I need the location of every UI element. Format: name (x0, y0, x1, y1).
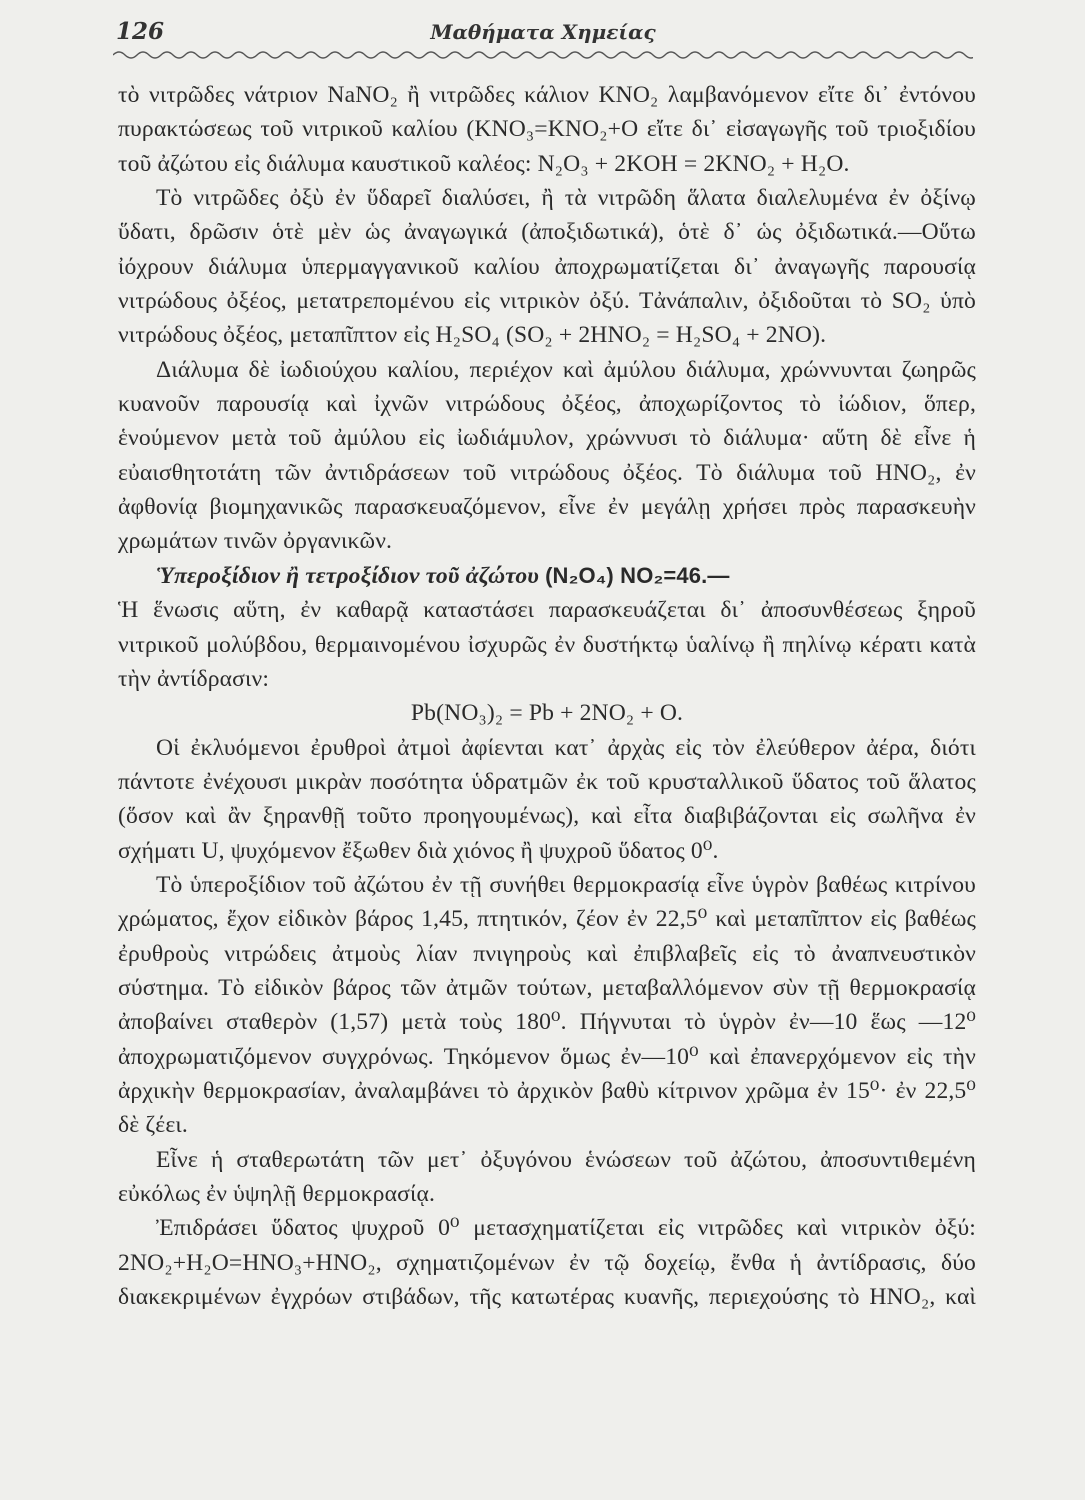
section-heading-formula: (N₂O₄) NO₂=46.— (545, 562, 730, 588)
paragraph-nitrous-acid: Τὸ νιτρῶδες ὀξὺ ἐν ὕδαρεῖ διαλύσει, ἢ τὰ νιτρῶδη ἅλατα διαλελυμένα ἐν ὀξίνῳ ὕδατι, δρῶσιν ὁτὲ μὲν ὡς ἀναγωγικά (ἀποξιδωτικά), ὁτὲ δ᾽ ὡς ὀξιδωτικά.—Οὕτω ἰόχρουν διάλυμα ὑπερμαγγανικοῦ καλίου ἀποχρωματίζεται δι᾽ ἀναγωγῆς παρουσίᾳ νιτρώδους ὀξέος, μετατρεπομένου εἰς νιτρικὸν ὀξύ. Τἀνάπαλιν, ὀξιδοῦται τὸ SO₂ ὑπὸ νιτρώδους ὀξέος, μεταπῖπτον εἰς H₂SO₄ (SO₂ + 2HNO₂ = H₂SO₄ + 2NO). (118, 185, 976, 349)
equation-lead-nitrate: Pb(NO₃)₂ = Pb + 2NO₂ + O. (410, 700, 684, 727)
paragraph-nitrites: τὸ νιτρῶδες νάτριον NaNO₂ ἢ νιτρῶδες κάλιον KNO₂ λαμβανόμενον εἴτε δι᾽ ἐντόνου πυρακτώσεως τοῦ νιτρικοῦ καλίου (KNO₃=KNO₂+O εἴτε δι᾽ εἰσαγωγῆς τοῦ τριοξιδίου τοῦ ἀζώτου εἰς διάλυμα καυστικοῦ καλέος: N₂O₃ + 2KOH = 2KNO₂ + H₂O. (118, 82, 976, 177)
paragraph-water-reaction: Ἐπιδράσει ὕδατος ψυχροῦ 0⁰ μετασχηματίζεται εἰς νιτρῶδες καὶ νιτρικὸν ὀξύ: 2NO₂+H₂O=HNO₃+HNO₂, σχηματιζομένων ἐν τῷ δοχείῳ, ἔνθα ἡ ἀντίδρασις, δύο διακεκριμένων ἐγχρόων στιβάδων, τῆς κατωτέρας κυανῆς, περιεχούσης τὸ HNO₂, καὶ (118, 1215, 976, 1311)
page-header (113, 18, 973, 64)
paragraph-red-vapours: Οἱ ἐκλυόμενοι ἐρυθροὶ ἀτμοὶ ἀφίενται κατ᾽ ἀρχὰς εἰς τὸν ἐλεύθερον ἀέρα, διότι πάντοτε ἐνέχουσι μικρὰν ποσότητα ὑδρατμῶν ἐκ τοῦ κρυσταλλικοῦ ὕδατος τοῦ ἅλατος (ὅσον καὶ ἂν ξηρανθῇ τοῦτο προηγουμένως), καὶ εἶτα διαβιβάζονται εἰς σωλῆνα ἐν σχήματι U, ψυχόμενον ἔξωθεν διὰ χιόνος ἢ ψυχροῦ ὕδατος 0⁰. (118, 734, 976, 864)
paragraph-stability: Εἶνε ἡ σταθερωτάτη τῶν μετ᾽ ὀξυγόνου ἑνώσεων τοῦ ἀζώτου, ἀποσυντιθεμένη εὐκόλως ἐν ὑψηλῇ θερμοκρασίᾳ. (118, 1146, 976, 1207)
paragraph-properties: Τὸ ὑπεροξίδιον τοῦ ἀζώτου ἐν τῇ συνήθει θερμοκρασίᾳ εἶνε ὑγρὸν βαθέως κιτρίνου χρώματος, ἔχον εἰδικὸν βάρος 1,45, πτητικόν, ζέον ἐν 22,5⁰ καὶ μεταπῖπτον εἰς βαθέως ἐρυθροὺς νιτρώδεις ἀτμοὺς λίαν πνιγηροὺς καὶ ἐπιβλαβεῖς εἰς τὸ ἀναπνευστικὸν σύστημα. Τὸ εἰδικὸν βάρος τῶν ἀτμῶν τούτων, μεταβαλλόμενον σὺν τῇ θερμοκρασίᾳ ἀποβαίνει σταθερὸν (1,57) μετὰ τοὺς 180⁰. Πήγνυται τὸ ὑγρὸν ἐν—10 ἕως —12⁰ ἀποχρωματιζόμενον συγχρόνως. Τηκόμενον ὅμως ἐν—10⁰ καὶ ἐπανερχόμενον εἰς τὴν ἀρχικὴν θερμοκρασίαν, ἀναλαμβάνει τὸ ἀρχικὸν βαθὺ κίτρινον χρῶμα ἐν 15⁰· ἐν 22,5⁰ δὲ ζέει. (118, 871, 976, 1139)
wavy-rule-ornament (113, 48, 973, 62)
page-body (118, 78, 976, 1314)
paragraph-iodide-test: Διάλυμα δὲ ἰωδιούχου καλίου, περιέχον καὶ ἀμύλου διάλυμα, χρώννυνται ζωηρῶς κυανοῦν παρουσίᾳ καὶ ἰχνῶν νιτρώδους ὀξέος, ἀποχωρίζοντος τὸ ἰώδιον, ὅπερ, ἑνούμενον μετὰ τοῦ ἀμύλου εἰς ἰωδιάμυλον, χρώννυσι τὸ διάλυμα· αὕτη δὲ εἶνε ἡ εὐαισθητοτάτη τῶν ἀντιδράσεων τοῦ νιτρώδους ὀξέος. Τὸ διάλυμα τοῦ HNO₂, ἐν ἀφθονίᾳ βιομηχανικῶς παρασκευαζόμενον, εἶνε ἐν μεγάλῃ χρήσει πρὸς παρασκευὴν χρωμάτων τινῶν ὀργανικῶν. (118, 356, 976, 555)
page-number: 126 (116, 18, 165, 45)
section-heading (118, 559, 976, 593)
section-heading-title: Ὑπεροξίδιον ἢ τετροξίδιον τοῦ ἀζώτου (156, 562, 540, 589)
running-title: Μαθήματα Χημείας (430, 20, 656, 44)
paragraph-preparation: Ἡ ἕνωσις αὕτη, ἐν καθαρᾷ καταστάσει παρασκευάζεται δι᾽ ἀποσυνθέσεως ξηροῦ νιτρικοῦ μολύβδου, θερμαινομένου ἰσχυρῶς ἐν δυστήκτῳ ὑαλίνῳ ἢ πηλίνῳ κέρατι κατὰ τὴν ἀντίδρασιν: (118, 597, 976, 692)
